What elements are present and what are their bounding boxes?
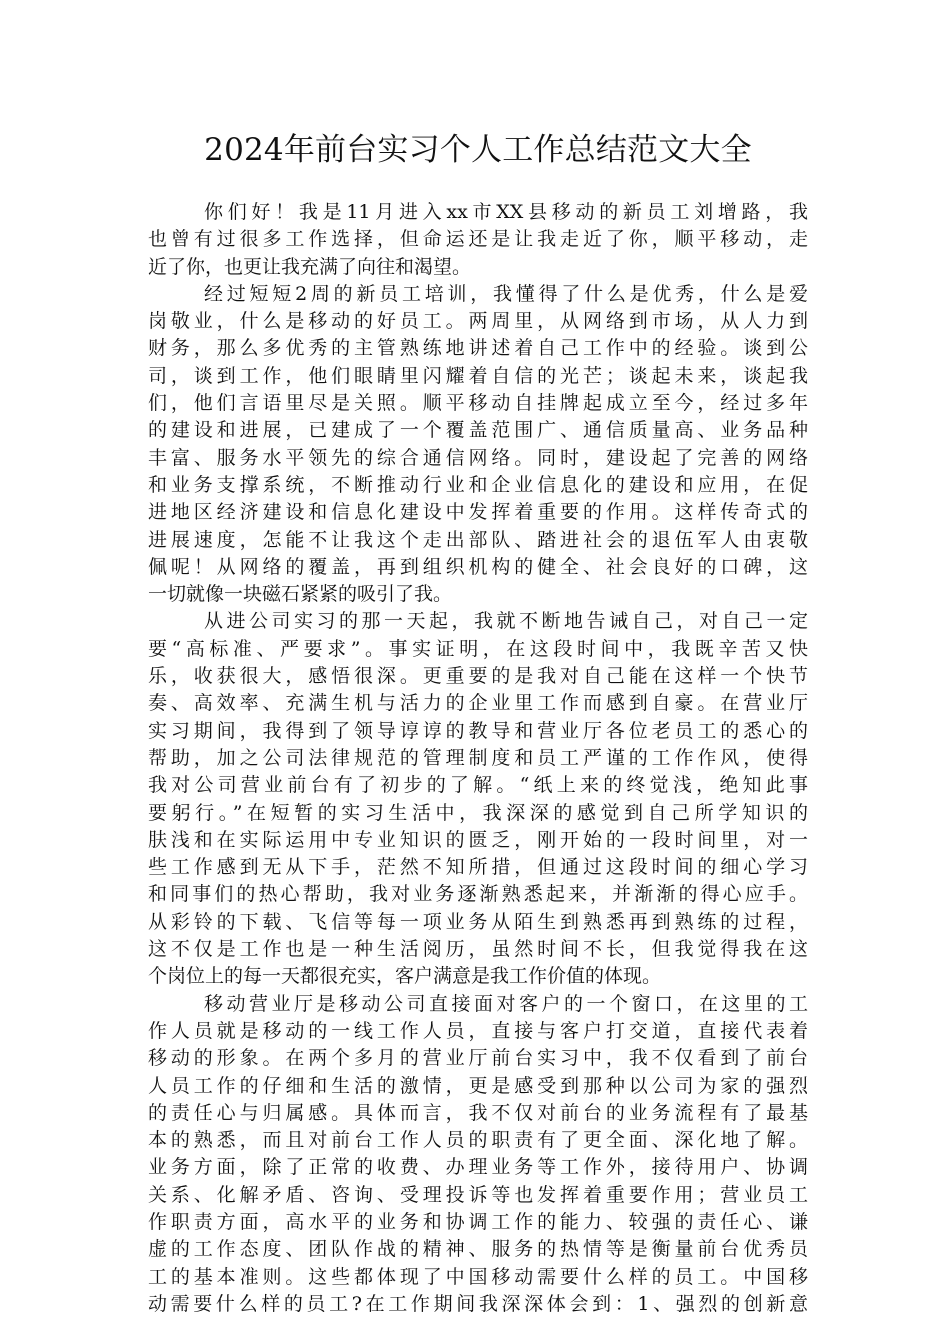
paragraph-line: 本的熟悉，而且对前台工作人员的职责有了更全面、深化地了解。 <box>148 1129 808 1152</box>
paragraph-line: 要“高标准、严要求”。事实证明，在这段时间中，我既辛苦又快 <box>148 637 808 660</box>
document-page <box>148 0 808 1344</box>
paragraph-line: 关系、化解矛盾、咨询、受理投诉等也发挥着重要作用；营业员工 <box>148 1183 808 1206</box>
paragraph-line: 你们好！我是11月进入xx市XX县移动的新员工刘增路，我 <box>204 201 808 223</box>
paragraph-line: 从进公司实习的那一天起，我就不断地告诫自己，对自己一定 <box>204 610 808 633</box>
paragraph-line: 财务，那么多优秀的主管熟练地讲述着自己工作中的经验。谈到公 <box>148 337 808 360</box>
paragraph-line: 岗敬业，什么是移动的好员工。两周里，从网络到市场，从人力到 <box>148 310 808 333</box>
paragraph-line: 经过短短2周的新员工培训，我懂得了什么是优秀，什么是爱 <box>204 282 808 305</box>
paragraph-line: 帮助，加之公司法律规范的管理制度和员工严谨的工作作风，使得 <box>148 746 808 769</box>
paragraph-line: 要躬行。”在短暂的实习生活中，我深深的感觉到自己所学知识的 <box>148 801 808 824</box>
paragraph-line: 移动的形象。在两个多月的营业厅前台实习中，我不仅看到了前台 <box>148 1047 808 1070</box>
paragraph-line: 佩呢！从网络的覆盖，再到组织机构的健全、社会良好的口碑，这 <box>148 555 808 578</box>
paragraph-line: 肤浅和在实际运用中专业知识的匮乏，刚开始的一段时间里，对一 <box>148 828 808 851</box>
paragraph-line: 工的基本准则。这些都体现了中国移动需要什么样的员工。中国移 <box>148 1265 808 1288</box>
paragraph-line: 的责任心与归属感。具体而言，我不仅对前台的业务流程有了最基 <box>148 1101 808 1124</box>
paragraph-line: 从彩铃的下载、飞信等每一项业务从陌生到熟悉再到熟练的过程， <box>148 910 808 933</box>
paragraph-line: 人员工作的仔细和生活的激情，更是感受到那种以公司为家的强烈 <box>148 1074 808 1097</box>
document-body <box>148 199 808 1318</box>
paragraph-line: 们，他们言语里尽是关照。顺平移动自挂牌起成立至今，经过多年 <box>148 392 808 415</box>
paragraph-line: 虚的工作态度、团队作战的精神、服务的热情等是衡量前台优秀员 <box>148 1238 808 1261</box>
paragraph <box>148 608 808 990</box>
paragraph-line: 动需要什么样的员工?在工作期间我深深体会到：1、强烈的创新意 <box>148 1292 808 1315</box>
paragraph-line: 作人员就是移动的一线工作人员，直接与客户打交道，直接代表着 <box>148 1019 808 1042</box>
paragraph-line: 也曾有过很多工作选择，但命运还是让我走近了你，顺平移动，走 <box>148 228 808 251</box>
paragraph-line: 丰富、服务水平领先的综合通信网络。同时，建设起了完善的网络 <box>148 446 808 469</box>
paragraph <box>148 199 808 281</box>
paragraph-line: 移动营业厅是移动公司直接面对客户的一个窗口，在这里的工 <box>204 992 808 1015</box>
paragraph-line: 奏、高效率、充满生机与活力的企业里工作而感到自豪。在营业厅 <box>148 692 808 715</box>
paragraph-line: 乐，收获很大，感悟很深。更重要的是我对自己能在这样一个快节 <box>148 665 808 688</box>
paragraph-line: 进展速度，怎能不让我这个走出部队、踏进社会的退伍军人由衷敬 <box>148 528 808 551</box>
paragraph-line: 些工作感到无从下手，茫然不知所措，但通过这段时间的细心学习 <box>148 856 808 879</box>
paragraph-line: 司，谈到工作，他们眼睛里闪耀着自信的光芒；谈起未来，谈起我 <box>148 364 808 387</box>
paragraph-line: 个岗位上的每一天都很充实，客户满意是我工作价值的体现。 <box>148 965 662 988</box>
paragraph-line: 的建设和进展，已建成了一个覆盖范围广、通信质量高、业务品种 <box>148 419 808 442</box>
paragraph-line: 作职责方面，高水平的业务和协调工作的能力、较强的责任心、谦 <box>148 1210 808 1233</box>
paragraph <box>148 991 808 1319</box>
paragraph-line: 实习期间，我得到了领导谆谆的教导和营业厅各位老员工的悉心的 <box>148 719 808 742</box>
paragraph-line: 我对公司营业前台有了初步的了解。“纸上来的终觉浅，绝知此事 <box>148 774 808 797</box>
paragraph-line: 这不仅是工作也是一种生活阅历，虽然时间不长，但我觉得我在这 <box>148 938 808 961</box>
paragraph-line: 和业务支撑系统，不断推动行业和企业信息化的建设和应用，在促 <box>148 473 808 496</box>
paragraph-line: 近了你，也更让我充满了向往和渴望。 <box>148 255 472 278</box>
paragraph-line: 和同事们的热心帮助，我对业务逐渐熟悉起来，并渐渐的得心应手。 <box>148 883 808 906</box>
paragraph-line: 一切就像一块磁石紧紧的吸引了我。 <box>148 583 453 606</box>
document-title: 2024年前台实习个人工作总结范文大全 <box>204 132 752 168</box>
paragraph-line: 业务方面，除了正常的收费、办理业务等工作外，接待用户、协调 <box>148 1156 808 1179</box>
paragraph-line: 进地区经济建设和信息化建设中发挥着重要的作用。这样传奇式的 <box>148 501 808 524</box>
paragraph <box>148 281 808 609</box>
